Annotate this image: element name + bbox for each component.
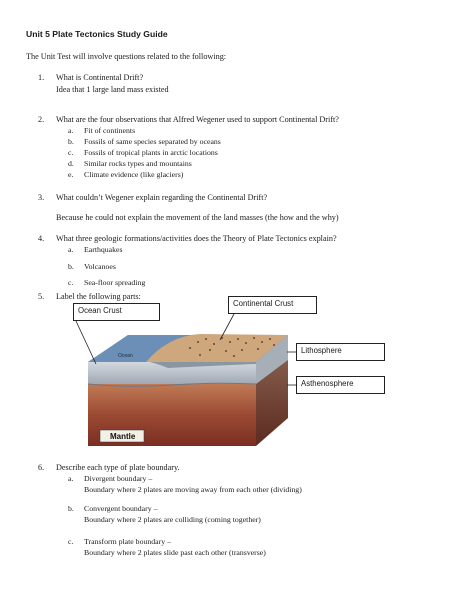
q2-item-text: Climate evidence (like glaciers) [84, 170, 184, 179]
q4-item-letter: b. [68, 262, 74, 271]
q4-number: 4. [38, 234, 45, 243]
q6-item-text: Boundary where 2 plates are moving away from each other (dividing) [84, 485, 302, 494]
q1-answer: Idea that 1 large land mass existed [56, 85, 169, 94]
q6-item-term: Convergent boundary – [84, 504, 158, 513]
q6-item-letter: c. [68, 537, 74, 546]
q2-item-text: Similar rocks types and mountains [84, 159, 192, 168]
q3-answer: Because he could not explain the movement of the land masses (the how and the why) [56, 213, 339, 222]
q6-item-letter: b. [68, 504, 74, 513]
ocean-crust-pointer [76, 321, 96, 364]
q6-item-letter: a. [68, 474, 74, 483]
q2-item-text: Fossils of tropical plants in arctic locations [84, 148, 218, 157]
ocean-crust-label: Ocean Crust [73, 303, 160, 321]
q6-item-text: Boundary where 2 plates slide past each other (transverse) [84, 548, 266, 557]
asthenosphere-label: Asthenosphere [296, 376, 385, 394]
q4-item-text: Sea-floor spreading [84, 278, 146, 287]
q2-item-text: Fit of continents [84, 126, 136, 135]
q2-item-letter: a. [68, 126, 74, 135]
q4-item-letter: a. [68, 245, 74, 254]
q4-item-letter: c. [68, 278, 74, 287]
continental-crust-pointer [220, 314, 234, 340]
q2-number: 2. [38, 115, 45, 124]
mantle-diagram-label: Mantle [110, 432, 136, 441]
q5-number: 5. [38, 292, 45, 301]
q6-item-term: Transform plate boundary – [84, 537, 171, 546]
q3-question: What couldn’t Wegener explain regarding the Continental Drift? [56, 193, 268, 202]
intro-text: The Unit Test will involve questions related to the following: [26, 52, 227, 61]
q6-number: 6. [38, 463, 45, 472]
q2-item-letter: e. [68, 170, 74, 179]
q2-item-letter: c. [68, 148, 74, 157]
q2-question: What are the four observations that Alfred Wegener used to support Continental Drift? [56, 115, 339, 124]
q6-item-text: Boundary where 2 plates are colliding (coming together) [84, 515, 261, 524]
q6-item-term: Divergent boundary – [84, 474, 153, 483]
q4-question: What three geologic formations/activities does the Theory of Plate Tectonics explain? [56, 234, 337, 243]
ocean-diagram-label: Ocean [118, 353, 133, 359]
q2-item-letter: b. [68, 137, 74, 146]
q4-item-text: Volcanoes [84, 262, 116, 271]
q2-item-text: Fossils of same species separated by oceans [84, 137, 221, 146]
q5-question: Label the following parts: [56, 292, 141, 301]
page-title: Unit 5 Plate Tectonics Study Guide [26, 29, 168, 39]
q2-item-letter: d. [68, 159, 74, 168]
q4-item-text: Earthquakes [84, 245, 123, 254]
q1-question: What is Continental Drift? [56, 73, 144, 82]
lithosphere-label: Lithosphere [296, 343, 385, 361]
q3-number: 3. [38, 193, 45, 202]
continental-crust-label: Continental Crust [228, 296, 317, 314]
q1-number: 1. [38, 73, 45, 82]
q6-question: Describe each type of plate boundary. [56, 463, 180, 472]
